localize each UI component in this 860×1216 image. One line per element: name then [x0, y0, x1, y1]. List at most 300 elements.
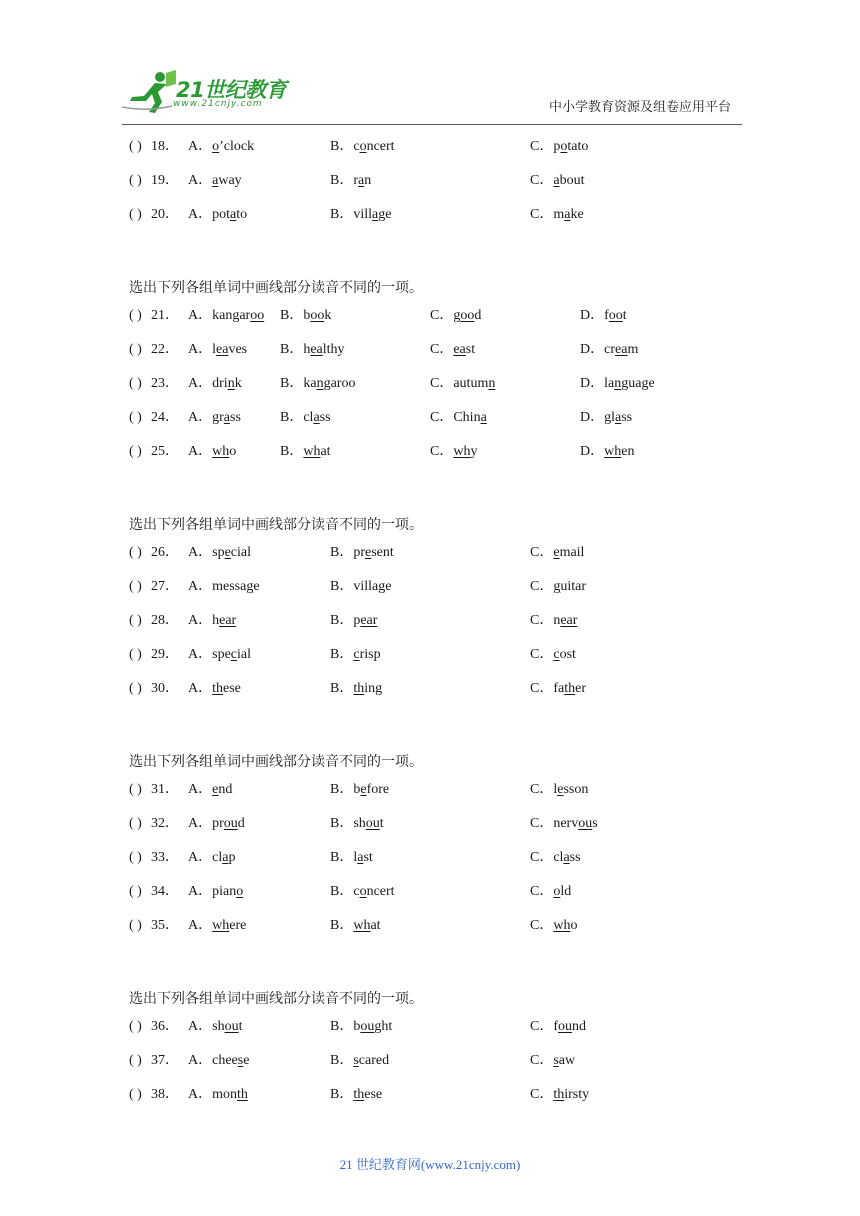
underlined-letters: oo	[460, 308, 475, 324]
question-row	[129, 205, 769, 239]
answer-blank[interactable]: ( )	[129, 139, 142, 154]
word-suffix: ncert	[366, 139, 395, 154]
question-number: 34．	[151, 883, 179, 899]
underlined-letters: a	[358, 172, 365, 188]
option-label: C．	[530, 545, 554, 561]
question-number: 26．	[151, 545, 179, 561]
question-number: 23．	[151, 375, 179, 391]
question-row	[129, 340, 769, 374]
word-suffix: ing	[364, 680, 383, 696]
question-row	[129, 611, 769, 645]
question-row	[129, 780, 769, 814]
option-a	[188, 679, 241, 699]
underlined-letters: wh	[303, 443, 321, 459]
word-suffix: tato	[567, 139, 589, 154]
underlined-letters: o	[212, 139, 220, 154]
word-suffix: ere	[229, 917, 247, 933]
word-prefix: pian	[212, 883, 237, 899]
section-gap	[129, 949, 769, 983]
underlined-letters: a	[230, 206, 237, 222]
option-label: B．	[330, 917, 354, 933]
word-prefix: ka	[303, 375, 317, 391]
question-row	[129, 645, 769, 679]
word-prefix: n	[553, 612, 561, 628]
option-label: B．	[330, 849, 354, 865]
answer-blank[interactable]: ( )	[129, 409, 142, 425]
underlined-letters: o	[236, 883, 244, 899]
word-suffix: cared	[358, 1053, 390, 1069]
word-prefix: messa	[212, 579, 247, 595]
option-b	[330, 577, 391, 597]
question-number: 18．	[151, 139, 179, 154]
option-b	[280, 442, 331, 462]
answer-blank[interactable]: ( )	[129, 1053, 142, 1069]
option-a	[188, 374, 242, 394]
answer-blank[interactable]: ( )	[129, 612, 142, 628]
word-prefix: l	[353, 849, 358, 865]
question-row	[129, 1017, 769, 1051]
question-row	[129, 543, 769, 577]
option-label: B．	[280, 308, 304, 324]
underlined-letters: th	[237, 1086, 248, 1102]
underlined-letters: ou	[558, 1019, 573, 1035]
underlined-letters: ear	[560, 612, 578, 628]
option-c	[530, 1017, 586, 1037]
answer-blank[interactable]: ( )	[129, 545, 142, 561]
option-a	[188, 577, 260, 597]
underlined-letters: th	[564, 680, 576, 696]
logo-url: www.21cnjy.com	[173, 99, 263, 109]
option-c	[430, 340, 475, 360]
underlined-letters: s	[237, 1053, 244, 1069]
word-prefix: h	[303, 342, 311, 358]
option-label: C．	[530, 1086, 554, 1102]
question-number: 35．	[151, 917, 179, 933]
underlined-letters: ou	[223, 816, 238, 832]
underlined-letters: oo	[250, 308, 265, 324]
underlined-letters: o	[560, 139, 568, 154]
header-divider	[122, 124, 742, 125]
option-label: A．	[188, 308, 213, 324]
page-header	[0, 0, 860, 125]
word-suffix: garoo	[323, 375, 356, 391]
word-prefix: villa	[353, 579, 379, 595]
question-number: 25．	[151, 443, 179, 459]
underlined-letters: a	[563, 849, 570, 865]
option-label: A．	[188, 443, 213, 459]
answer-blank[interactable]: ( )	[129, 206, 142, 222]
option-c	[430, 442, 477, 462]
option-b	[280, 340, 345, 360]
underlined-letters: n	[614, 375, 622, 391]
underlined-letters: n	[316, 375, 324, 391]
option-label: A．	[188, 883, 213, 899]
word-suffix: k	[234, 375, 242, 391]
option-a	[188, 916, 246, 936]
word-suffix: p	[228, 849, 236, 865]
section-instruction: 选出下列各组单词中画线部分读音不同的一项。	[129, 518, 423, 534]
word-suffix: fore	[366, 782, 390, 798]
underlined-letters: wh	[212, 443, 230, 459]
word-prefix: sh	[212, 1019, 225, 1035]
option-c	[530, 137, 588, 157]
option-b	[330, 611, 377, 631]
option-b	[330, 679, 382, 699]
word-suffix: e	[243, 1053, 250, 1069]
option-a	[188, 306, 264, 326]
word-suffix: mail	[559, 545, 585, 561]
word-suffix: ke	[570, 206, 584, 222]
option-label: A．	[188, 680, 213, 696]
underlined-letters: th	[353, 680, 365, 696]
option-label: A．	[188, 172, 213, 188]
question-row	[129, 848, 769, 882]
option-label: A．	[188, 816, 213, 832]
underlined-letters: g	[246, 579, 254, 595]
section-gap	[129, 475, 769, 509]
underlined-letters: ea	[453, 342, 466, 358]
question-number: 36．	[151, 1019, 179, 1035]
word-suffix: e	[253, 579, 260, 595]
underlined-letters: n	[227, 375, 235, 391]
option-d	[580, 442, 634, 462]
option-label: D．	[580, 342, 605, 358]
option-b	[280, 306, 331, 326]
option-label: C．	[530, 849, 554, 865]
answer-blank[interactable]: ( )	[129, 375, 142, 391]
underlined-letters: g	[553, 579, 561, 595]
answer-blank[interactable]: ( )	[129, 917, 142, 933]
word-suffix: to	[236, 206, 248, 222]
option-b	[330, 1051, 389, 1071]
word-suffix: t	[622, 308, 627, 324]
option-c	[530, 679, 586, 699]
word-suffix: ost	[559, 646, 576, 662]
question-number: 31．	[151, 782, 179, 798]
question-row	[129, 442, 769, 476]
underlined-letters: ou	[224, 1019, 239, 1035]
word-suffix: guage	[621, 375, 655, 391]
underlined-letters: ea	[310, 342, 323, 358]
logo-text: 21世纪教育	[176, 78, 287, 102]
option-c	[530, 611, 577, 631]
option-a	[188, 780, 232, 800]
option-c	[430, 374, 495, 394]
answer-blank[interactable]: ( )	[129, 579, 142, 595]
option-c	[530, 814, 598, 834]
option-label: B．	[330, 1086, 354, 1102]
question-number: 33．	[151, 849, 179, 865]
underlined-letters: a	[222, 849, 229, 865]
underlined-letters: oo	[310, 308, 325, 324]
answer-blank[interactable]: ( )	[129, 782, 142, 798]
option-label: D．	[580, 308, 605, 324]
answer-blank[interactable]: ( )	[129, 816, 142, 832]
word-suffix: ss	[230, 409, 241, 425]
underlined-letters: s	[553, 1053, 559, 1069]
word-suffix: er	[575, 680, 587, 696]
option-a	[188, 1085, 248, 1105]
underlined-letters: ear	[360, 612, 378, 628]
option-label: A．	[188, 139, 213, 154]
option-a	[188, 543, 251, 563]
underlined-letters: a	[357, 849, 364, 865]
word-prefix: c	[353, 139, 360, 154]
option-b	[330, 916, 381, 936]
question-row	[129, 916, 769, 950]
word-suffix: s	[592, 816, 598, 832]
answer-blank[interactable]: ( )	[129, 883, 142, 899]
question-number: 28．	[151, 612, 179, 628]
word-suffix: nd	[572, 1019, 587, 1035]
word-suffix: ss	[569, 849, 581, 865]
question-row	[129, 1051, 769, 1085]
word-prefix: nerv	[553, 816, 579, 832]
option-label: D．	[580, 443, 605, 459]
word-suffix: ial	[237, 646, 252, 662]
underlined-letters: e	[553, 545, 560, 561]
option-label: B．	[330, 1053, 354, 1069]
answer-blank[interactable]: ( )	[129, 1086, 142, 1102]
word-prefix: b	[353, 1019, 361, 1035]
option-label: A．	[188, 1086, 213, 1102]
word-prefix: r	[353, 172, 359, 188]
option-d	[580, 340, 638, 360]
option-label: A．	[188, 375, 213, 391]
word-prefix: dri	[212, 375, 228, 391]
word-prefix: kangar	[212, 308, 251, 324]
option-c	[530, 780, 588, 800]
option-a	[188, 645, 251, 665]
word-prefix: m	[553, 206, 565, 222]
word-suffix: bout	[559, 172, 585, 188]
underlined-letters: ear	[219, 612, 237, 628]
question-row	[129, 306, 769, 340]
option-label: A．	[188, 1019, 213, 1035]
underlined-letters: g	[378, 579, 386, 595]
option-a	[188, 814, 245, 834]
word-suffix: ese	[364, 1086, 383, 1102]
option-label: D．	[580, 375, 605, 391]
word-prefix: vill	[353, 206, 373, 222]
option-label: B．	[330, 680, 354, 696]
option-b	[330, 137, 395, 157]
word-suffix: ld	[560, 883, 572, 899]
question-number: 21．	[151, 308, 179, 324]
question-row	[129, 374, 769, 408]
section-instruction: 选出下列各组单词中画线部分读音不同的一项。	[129, 992, 423, 1008]
option-label: A．	[188, 545, 213, 561]
underlined-letters: wh	[453, 443, 471, 459]
word-prefix: l	[553, 782, 558, 798]
option-label: B．	[280, 375, 304, 391]
underlined-letters: wh	[212, 917, 230, 933]
option-b	[280, 408, 331, 428]
question-number: 27．	[151, 579, 179, 595]
word-prefix: fa	[553, 680, 565, 696]
underlined-letters: ea	[615, 342, 628, 358]
word-prefix: mon	[212, 1086, 238, 1102]
word-suffix: ght	[374, 1019, 393, 1035]
word-prefix: pr	[353, 545, 366, 561]
option-b	[280, 374, 355, 394]
question-number: 30．	[151, 680, 179, 696]
option-b	[330, 882, 395, 902]
option-a	[188, 882, 243, 902]
word-suffix: m	[627, 342, 639, 358]
underlined-letters: wh	[604, 443, 622, 459]
question-number: 29．	[151, 646, 179, 662]
option-a	[188, 171, 242, 191]
underlined-letters: a	[372, 206, 379, 222]
word-prefix: c	[353, 883, 360, 899]
underlined-letters: o	[553, 883, 561, 899]
section-instruction: 选出下列各组单词中画线部分读音不同的一项。	[129, 281, 423, 297]
word-suffix: at	[370, 917, 381, 933]
option-b	[330, 171, 371, 191]
underlined-letters: e	[365, 545, 372, 561]
option-label: C．	[530, 917, 554, 933]
underlined-letters: ou	[365, 816, 380, 832]
question-row	[129, 137, 769, 171]
word-suffix: ss	[319, 409, 331, 425]
answer-blank[interactable]: ( )	[129, 443, 142, 459]
answer-blank[interactable]: ( )	[129, 308, 142, 324]
option-label: B．	[330, 646, 354, 662]
option-c	[530, 916, 577, 936]
underlined-letters: c	[553, 646, 560, 662]
option-label: A．	[188, 612, 213, 628]
word-prefix: gl	[604, 409, 616, 425]
word-suffix: d	[237, 816, 245, 832]
question-row	[129, 577, 769, 611]
word-prefix: chee	[212, 1053, 238, 1069]
option-label: C．	[530, 579, 554, 595]
option-label: C．	[530, 646, 554, 662]
underlined-letters: a	[223, 409, 231, 425]
option-b	[330, 780, 389, 800]
option-label: C．	[430, 375, 454, 391]
word-suffix: at	[320, 443, 331, 459]
answer-blank[interactable]: ( )	[129, 646, 142, 662]
option-label: A．	[188, 342, 213, 358]
option-b	[330, 814, 384, 834]
word-prefix: cr	[604, 342, 616, 358]
option-label: C．	[530, 816, 554, 832]
word-prefix: gr	[212, 409, 224, 425]
option-label: B．	[330, 545, 354, 561]
question-number: 22．	[151, 342, 179, 358]
option-label: A．	[188, 917, 213, 933]
option-label: C．	[530, 1053, 554, 1069]
option-c	[530, 171, 584, 191]
option-label: A．	[188, 579, 213, 595]
option-label: C．	[430, 308, 454, 324]
underlined-letters: a	[313, 409, 320, 425]
underlined-letters: ea	[216, 342, 229, 358]
option-label: B．	[330, 612, 354, 628]
word-suffix: ncert	[366, 883, 395, 899]
question-row	[129, 679, 769, 713]
question-content	[129, 137, 769, 1119]
question-number: 38．	[151, 1086, 179, 1102]
header-platform-text: 中小学教育资源及组卷应用平台	[549, 99, 732, 114]
option-c	[430, 408, 487, 428]
word-prefix: b	[353, 782, 361, 798]
option-label: B．	[280, 342, 304, 358]
answer-blank[interactable]: ( )	[129, 680, 142, 696]
word-prefix: b	[303, 308, 311, 324]
word-prefix: cl	[553, 849, 564, 865]
option-label: A．	[188, 1053, 213, 1069]
word-suffix: y	[470, 443, 478, 459]
word-prefix: spe	[212, 646, 231, 662]
underlined-letters: s	[353, 1053, 359, 1069]
question-number: 32．	[151, 816, 179, 832]
word-prefix: f	[553, 1019, 559, 1035]
option-b	[330, 1017, 392, 1037]
answer-blank[interactable]: ( )	[129, 172, 142, 188]
word-suffix: e	[385, 579, 392, 595]
option-c	[530, 1085, 589, 1105]
option-label: C．	[530, 782, 554, 798]
answer-blank[interactable]: ( )	[129, 849, 142, 865]
option-d	[580, 374, 655, 394]
underlined-letters: th	[353, 1086, 365, 1102]
option-label: B．	[330, 206, 354, 222]
option-c	[530, 848, 581, 868]
word-suffix: way	[218, 172, 242, 188]
underlined-letters: a	[564, 206, 571, 222]
option-label: B．	[330, 172, 354, 188]
option-label: B．	[330, 1019, 354, 1035]
underlined-letters: e	[212, 782, 219, 798]
underlined-letters: a	[480, 409, 487, 425]
option-c	[530, 882, 571, 902]
word-suffix: ss	[621, 409, 633, 425]
underlined-letters: th	[212, 680, 224, 696]
option-label: C．	[530, 172, 554, 188]
underlined-letters: e	[224, 545, 231, 561]
section-instruction: 选出下列各组单词中画线部分读音不同的一项。	[129, 755, 423, 771]
word-suffix: cial	[230, 545, 252, 561]
word-suffix: o	[229, 443, 237, 459]
word-suffix: sent	[371, 545, 394, 561]
question-row	[129, 408, 769, 442]
underlined-letters: a	[615, 409, 622, 425]
word-suffix: ge	[378, 206, 392, 222]
option-label: D．	[580, 409, 605, 425]
question-row	[129, 1085, 769, 1119]
question-row	[129, 171, 769, 205]
option-label: C．	[430, 342, 454, 358]
option-label: C．	[430, 409, 454, 425]
word-suffix: nd	[218, 782, 233, 798]
answer-blank[interactable]: ( )	[129, 342, 142, 358]
answer-blank[interactable]: ( )	[129, 1019, 142, 1035]
word-suffix: d	[474, 308, 482, 324]
option-label: B．	[330, 139, 354, 154]
option-a	[188, 611, 236, 631]
option-label: C．	[530, 1019, 554, 1035]
word-prefix: Chin	[453, 409, 481, 425]
option-a	[188, 1017, 242, 1037]
word-prefix: h	[212, 612, 220, 628]
underlined-letters: ou	[578, 816, 593, 832]
option-b	[330, 848, 373, 868]
word-prefix: l	[212, 342, 217, 358]
word-suffix: en	[621, 443, 635, 459]
